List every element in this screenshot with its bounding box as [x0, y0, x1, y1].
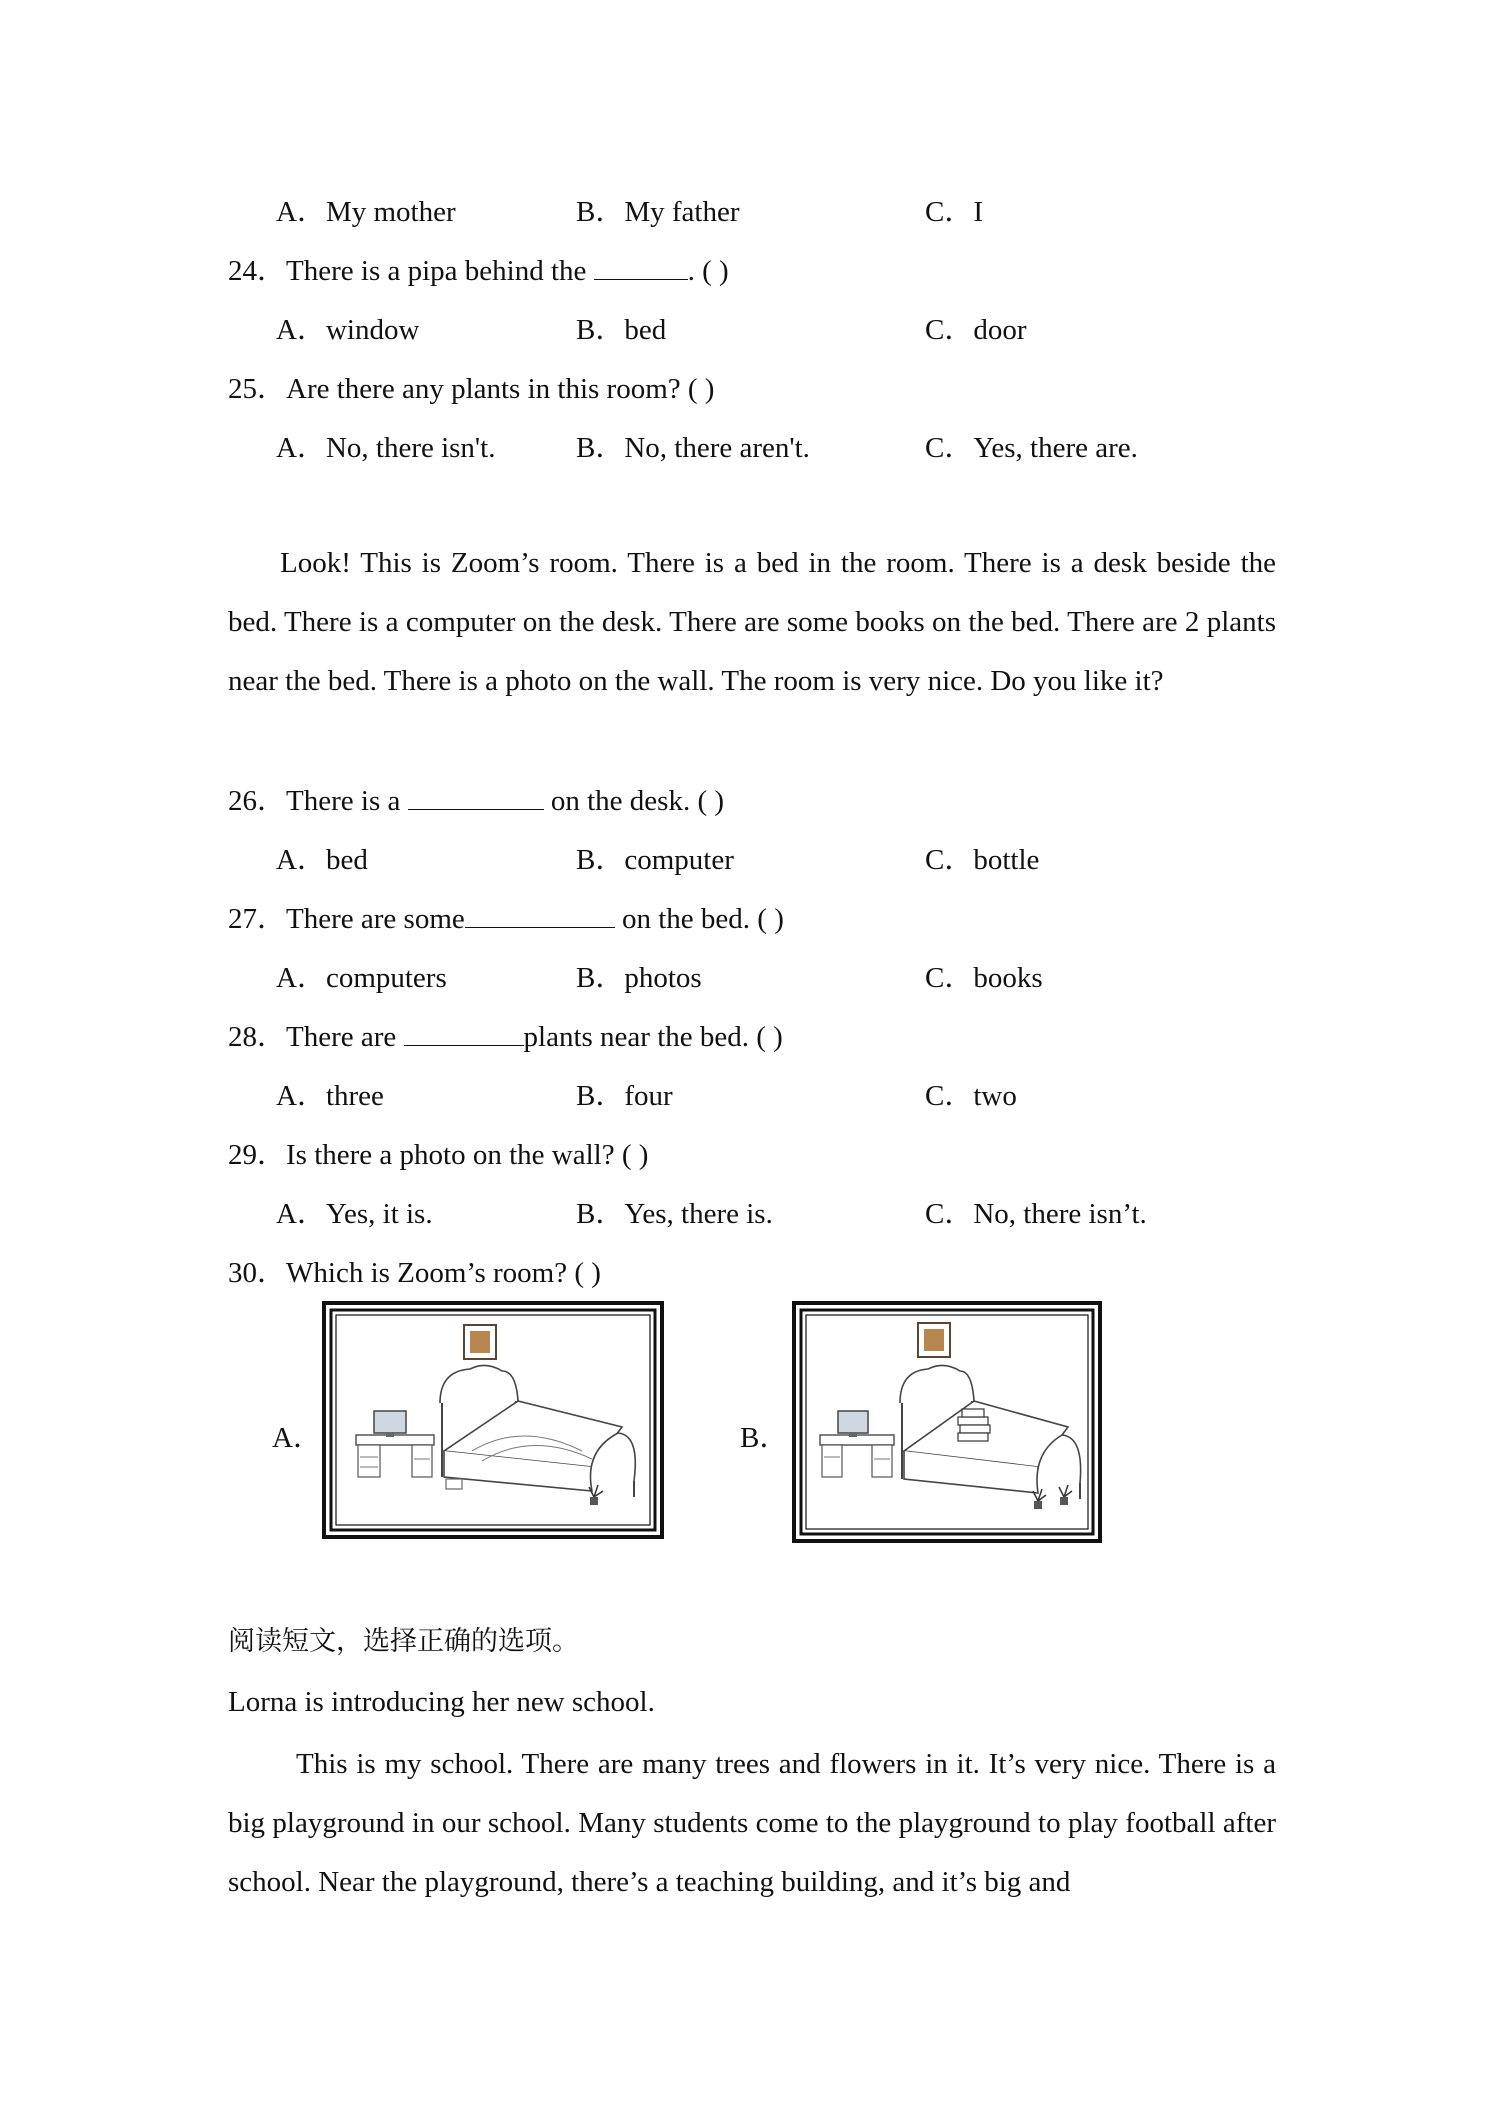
- q26-option-c: C．bottle: [925, 844, 1040, 876]
- q24-option-b: B．bed: [576, 314, 667, 346]
- question-26: [228, 783, 724, 819]
- q29-option-c: C．No, there isn’t.: [925, 1198, 1147, 1230]
- question-24: [228, 253, 729, 289]
- question-text: There are some: [286, 903, 465, 935]
- q30-option-b-label: B．: [740, 1422, 789, 1454]
- q25-option-c: C．Yes, there are.: [925, 432, 1138, 464]
- question-number: 28．: [228, 1021, 287, 1053]
- q25-option-b: B．No, there aren't.: [576, 432, 810, 464]
- question-text: There is a: [286, 785, 408, 817]
- question-text-end: on the desk. ( ): [543, 785, 725, 817]
- answer-blank: [408, 783, 544, 810]
- q24-option-c: C．door: [925, 314, 1027, 346]
- question-27: [228, 901, 784, 937]
- q25-option-a: A．No, there isn't.: [276, 432, 496, 464]
- question-29: [228, 1137, 648, 1173]
- q29-option-a: A．Yes, it is.: [276, 1198, 433, 1230]
- q27-option-b: B．photos: [576, 962, 702, 994]
- question-text-end: . ( ): [687, 255, 729, 287]
- section-instruction: 阅读短文，选择正确的选项。: [228, 1626, 579, 1657]
- q27-option-c: C．books: [925, 962, 1043, 994]
- room-picture-b: [792, 1301, 1102, 1543]
- question-number: 26．: [228, 785, 287, 817]
- q24-option-a: A．window: [276, 314, 420, 346]
- q26-option-b: B．computer: [576, 844, 734, 876]
- q28-option-b: B．four: [576, 1080, 673, 1112]
- question-text-end: plants near the bed. ( ): [523, 1021, 783, 1053]
- answer-blank: [404, 1019, 524, 1046]
- q30-option-a-label: A．: [272, 1422, 322, 1454]
- question-number: 24．: [228, 255, 287, 287]
- question-text: There are: [286, 1021, 404, 1053]
- question-text: Which is Zoom’s room? ( ): [286, 1257, 601, 1289]
- question-number: 29．: [228, 1139, 287, 1171]
- answer-blank: [594, 253, 688, 280]
- question-number: 30．: [228, 1257, 287, 1289]
- answer-blank: [465, 901, 615, 928]
- q28-option-c: C．two: [925, 1080, 1017, 1112]
- reading-passage-school: This is my school. There are many trees and flowers in it. It’s very nice. There is a big playground in our school. Many students come to the playground to play football after school. Near the playground, there’s a teaching building, and it’s big and: [228, 1748, 1276, 1898]
- q23-option-c: C．I: [925, 196, 984, 228]
- question-text: There is a pipa behind the: [286, 255, 594, 287]
- q27-option-a: A．computers: [276, 962, 447, 994]
- question-30: [228, 1255, 601, 1291]
- question-text-end: on the bed. ( ): [614, 903, 784, 935]
- question-text: Is there a photo on the wall? ( ): [286, 1139, 649, 1171]
- question-25: [228, 371, 714, 407]
- q23-option-b: B．My father: [576, 196, 740, 228]
- question-28: [228, 1019, 783, 1055]
- q26-option-a: A．bed: [276, 844, 368, 876]
- passage-intro: Lorna is introducing her new school.: [228, 1686, 655, 1718]
- question-number: 27．: [228, 903, 287, 935]
- room-picture-a: [322, 1301, 664, 1539]
- q23-option-a: A．My mother: [276, 196, 456, 228]
- question-text: Are there any plants in this room? ( ): [286, 373, 715, 405]
- question-number: 25．: [228, 373, 287, 405]
- q29-option-b: B．Yes, there is.: [576, 1198, 773, 1230]
- q28-option-a: A．three: [276, 1080, 384, 1112]
- reading-passage-zoom-room: Look! This is Zoom’s room. There is a bed in the room. There is a desk beside the bed. There is a computer on the desk. There are some books on the bed. There are 2 plants near the bed. There is a photo on the wall. The room is very nice. Do you like it?: [228, 547, 1276, 697]
